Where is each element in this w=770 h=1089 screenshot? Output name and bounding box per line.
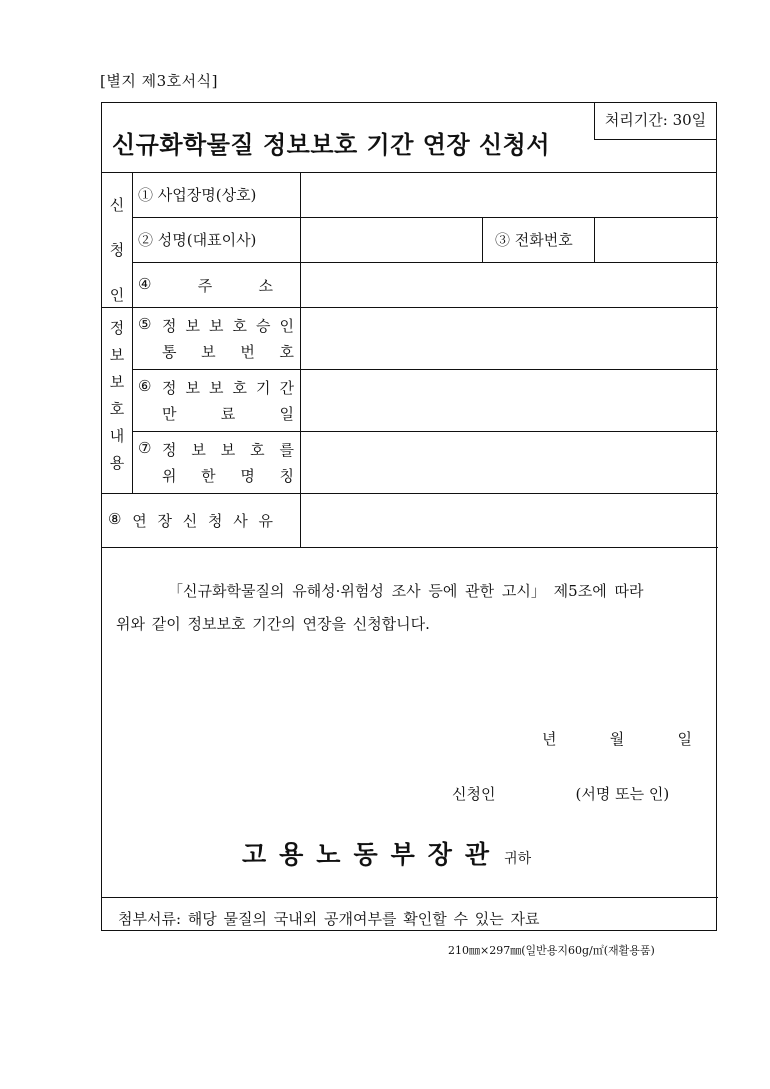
applicant-label: 신청인 [452, 785, 496, 803]
group-char: 청 [109, 241, 125, 259]
group-char: 호 [109, 400, 125, 418]
processing-period: 처리기간: 30일 [594, 103, 716, 140]
label-char: 호 [279, 343, 294, 361]
field-number: ⑧ [108, 510, 122, 528]
label-char: 호 [232, 379, 247, 397]
representative-name-field[interactable] [301, 218, 481, 262]
protection-name-field[interactable] [301, 432, 717, 493]
info-group-label [102, 315, 132, 477]
phone-label: ③ 전화번호 [495, 231, 573, 249]
divider [102, 897, 718, 898]
signature-row [452, 783, 669, 804]
approval-number-label [162, 315, 294, 336]
label-char: 보 [201, 343, 216, 361]
label-char: 기 [256, 379, 271, 397]
representative-name-label: ② 성명(대표이사) [138, 231, 257, 249]
label-char: 신 [182, 512, 198, 530]
label-char: 명 [240, 467, 255, 485]
label-char: 위 [162, 467, 177, 485]
field-number: ⑦ [138, 439, 152, 457]
attachments: 첨부서류: 해당 물질의 국내외 공개여부를 확인할 수 있는 자료 [118, 910, 540, 928]
label-char: 번 [240, 343, 255, 361]
title-row [102, 103, 716, 173]
protection-name-label [162, 439, 294, 460]
label-char: 간 [279, 379, 294, 397]
declaration-line: 「신규화학물질의 유해성·위험성 조사 등에 관한 고시」 제5조에 따라 [168, 582, 644, 600]
date-row [542, 728, 692, 749]
label-char: 호 [250, 441, 265, 459]
recipient-suffix: 귀하 [504, 851, 532, 867]
paper-size-note: 210㎜×297㎜(일반용지60g/㎡(재활용품) [448, 944, 655, 957]
label-char: 보 [191, 441, 206, 459]
label-char: 일 [279, 405, 294, 423]
label-char: 보 [209, 317, 224, 335]
applicant-group-label [102, 183, 132, 304]
label-char: 료 [220, 405, 236, 423]
form-number: [별지 제3호서식] [100, 72, 218, 90]
group-char: 보 [109, 373, 125, 391]
label-char: 보 [185, 317, 200, 335]
group-char: 보 [109, 346, 125, 364]
label-char: 통 [162, 343, 177, 361]
declaration-line: 위와 같이 정보보호 기간의 연장을 신청합니다. [116, 615, 430, 633]
signature-note: (서명 또는 인) [575, 785, 670, 803]
label-char: 유 [258, 512, 273, 530]
day-label: 일 [677, 730, 692, 748]
field-number: ⑥ [138, 377, 152, 395]
label-char: 정 [162, 441, 177, 459]
label-char: 호 [232, 317, 247, 335]
label-char: 칭 [279, 467, 294, 485]
business-name-field[interactable] [301, 173, 717, 217]
label-char: 인 [279, 317, 294, 335]
field-number: ⑤ [138, 315, 152, 333]
year-label: 년 [542, 730, 557, 748]
recipient [242, 835, 531, 871]
business-name-label: ① 사업장명(상호) [138, 186, 257, 204]
divider [132, 172, 133, 493]
protection-name-label-line2 [162, 465, 294, 486]
extension-reason-field[interactable] [301, 494, 717, 547]
application-form [101, 102, 717, 931]
label-char: 보 [185, 379, 200, 397]
group-char: 용 [109, 454, 125, 472]
label-char: 주 [197, 277, 213, 295]
phone-field[interactable] [595, 218, 717, 262]
expiry-date-label [162, 377, 294, 398]
label-char: 만 [162, 405, 177, 423]
label-char: 연 [132, 512, 147, 530]
divider [102, 547, 718, 548]
declaration-text [116, 575, 706, 641]
group-char: 정 [109, 319, 125, 337]
label-char: 승 [256, 317, 271, 335]
label-char: 청 [207, 512, 223, 530]
recipient-name: 고용노동부장관 [242, 840, 503, 869]
approval-number-label-line2 [162, 341, 294, 362]
label-char: 정 [162, 379, 177, 397]
divider [482, 217, 483, 262]
group-char: 내 [109, 427, 125, 445]
group-char: 인 [109, 286, 125, 304]
address-label [138, 275, 273, 296]
label-char: 장 [157, 512, 172, 530]
expiry-date-field[interactable] [301, 370, 717, 431]
month-label: 월 [609, 730, 625, 748]
label-char: 소 [258, 277, 273, 295]
field-number: ④ [138, 275, 152, 293]
label-char: 보 [220, 441, 236, 459]
expiry-date-label-line2 [162, 403, 294, 424]
group-char: 신 [109, 196, 125, 214]
label-char: 정 [162, 317, 177, 335]
label-char: 보 [209, 379, 224, 397]
approval-number-field[interactable] [301, 308, 717, 369]
label-char: 사 [233, 512, 248, 530]
label-char: 를 [279, 441, 294, 459]
extension-reason-label [108, 510, 273, 531]
form-title: 신규화학물질 정보보호 기간 연장 신청서 [112, 131, 551, 159]
address-field[interactable] [301, 263, 717, 307]
label-char: 한 [201, 467, 216, 485]
